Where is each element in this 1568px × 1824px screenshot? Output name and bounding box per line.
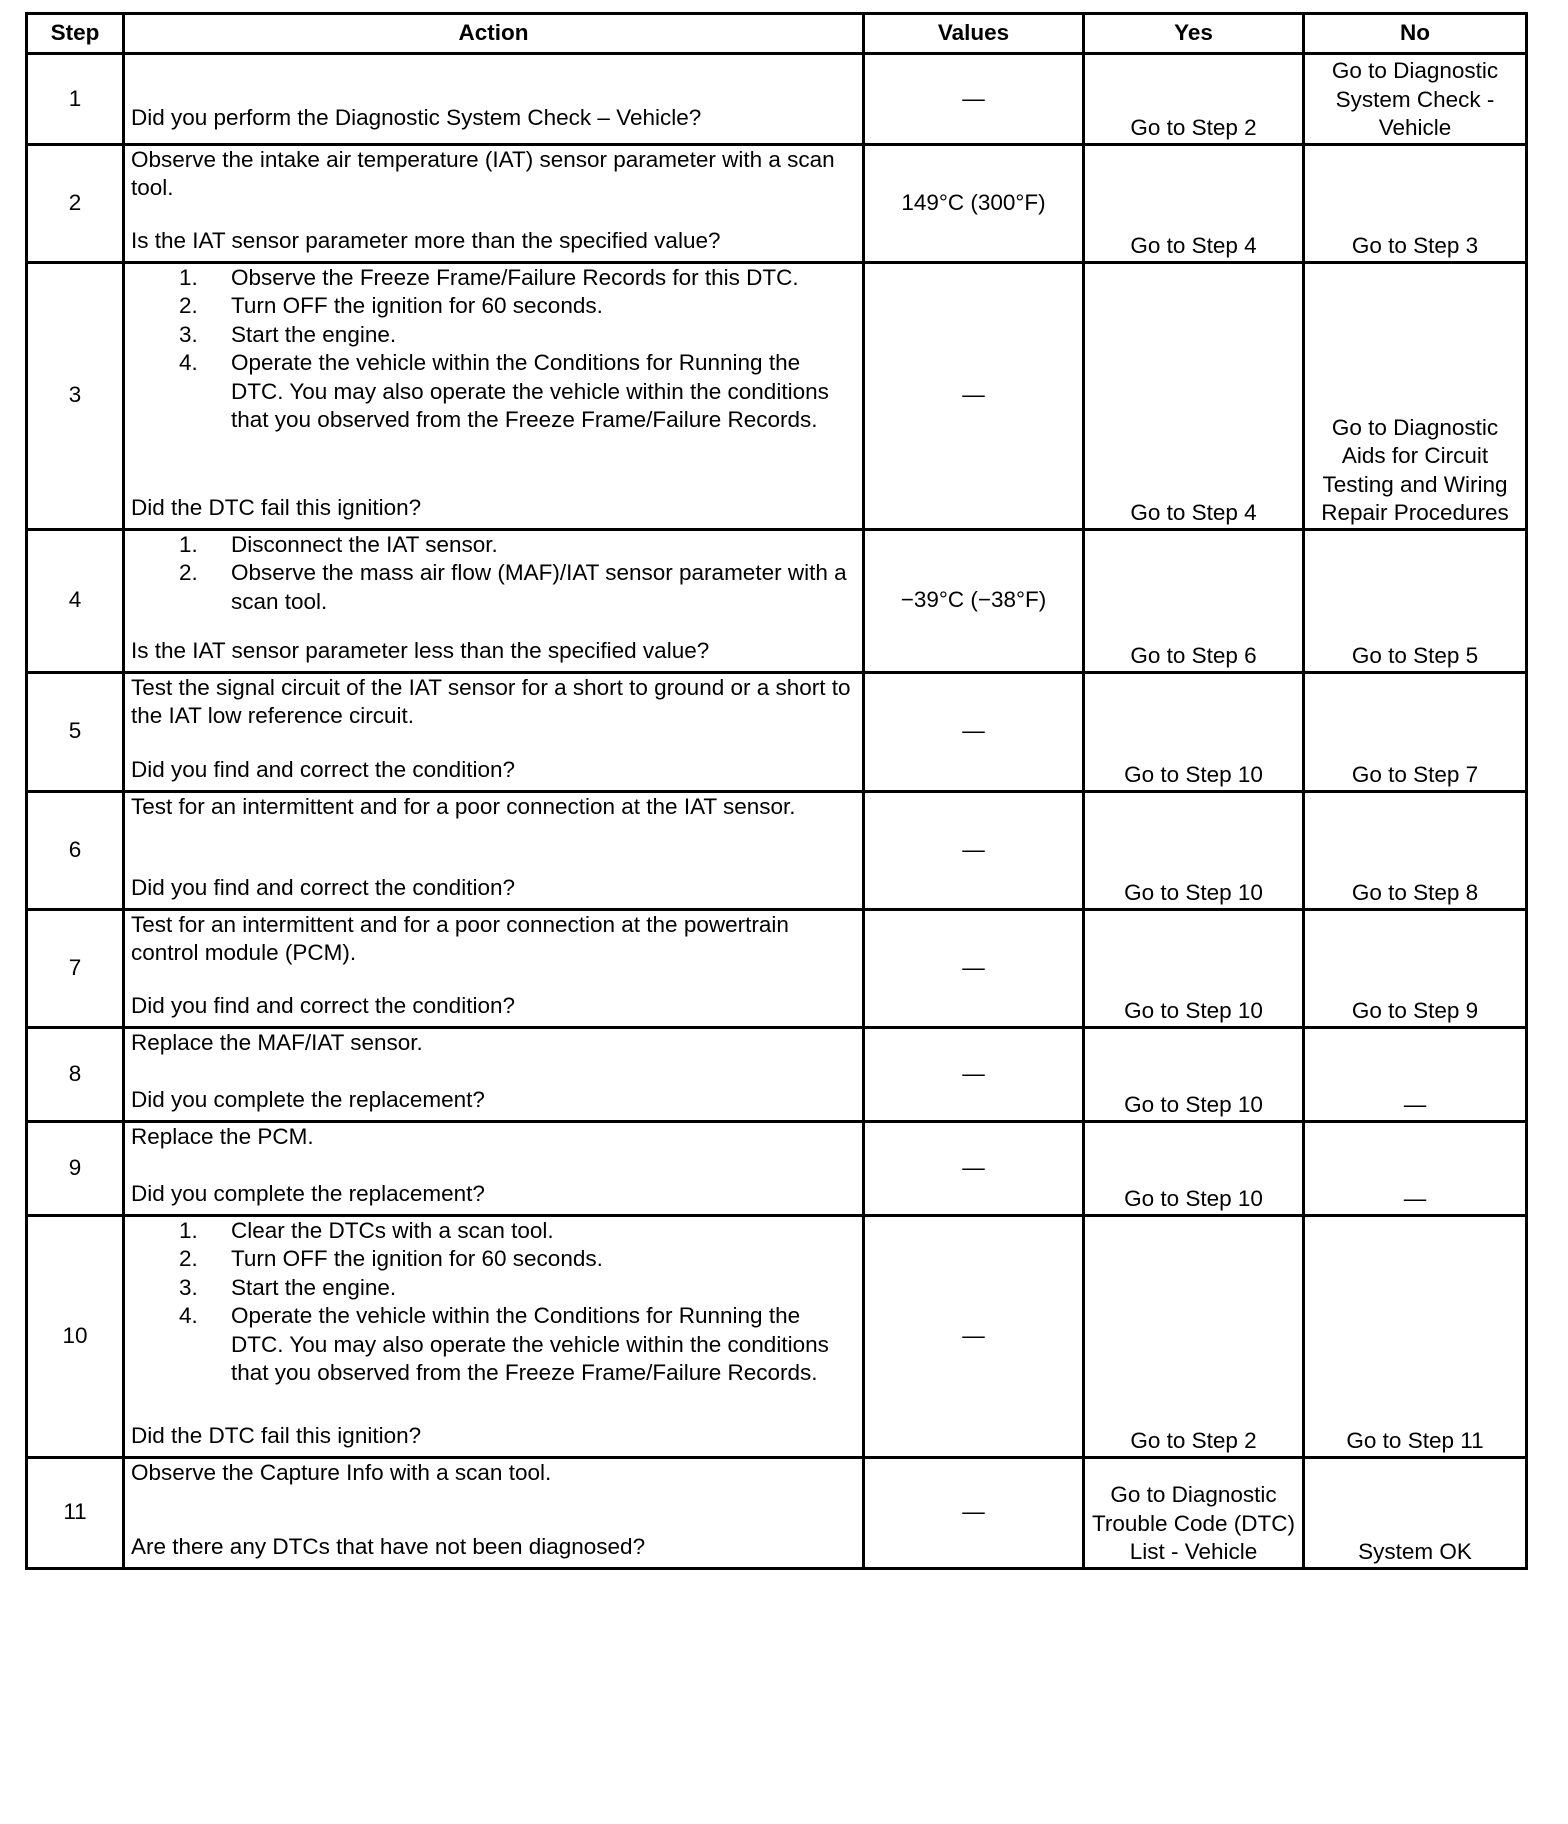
value-cell: — bbox=[864, 909, 1084, 1027]
action-instruction: Test for an intermittent and for a poor connection at the IAT sensor. bbox=[131, 793, 796, 819]
action-content bbox=[131, 674, 856, 785]
substep-item bbox=[131, 1302, 856, 1388]
substep-item bbox=[131, 559, 856, 616]
substep-item bbox=[131, 1245, 856, 1274]
substep-number: 4. bbox=[179, 1303, 198, 1328]
header-yes: Yes bbox=[1084, 14, 1304, 54]
action-substeps bbox=[131, 1217, 856, 1388]
table-row bbox=[27, 144, 1527, 262]
header-no: No bbox=[1304, 14, 1527, 54]
action-content bbox=[131, 146, 856, 256]
action-question: Is the IAT sensor parameter less than the specified value? bbox=[131, 638, 710, 663]
substep-text: Turn OFF the ignition for 60 seconds. bbox=[231, 293, 603, 318]
value-cell: — bbox=[864, 1027, 1084, 1121]
action-content bbox=[131, 1217, 856, 1451]
substep-number: 1. bbox=[179, 531, 198, 557]
table-row bbox=[27, 909, 1527, 1027]
step-number: 2 bbox=[27, 144, 124, 262]
action-cell bbox=[124, 144, 864, 262]
action-instruction: Test the signal circuit of the IAT sensor for a short to ground or a short to the IAT low reference circuit. bbox=[131, 674, 851, 728]
action-question: Did you find and correct the condition? bbox=[131, 875, 515, 900]
step-number: 4 bbox=[27, 529, 124, 672]
action-top bbox=[131, 1029, 856, 1058]
yes-cell: Go to Step 2 bbox=[1084, 1215, 1304, 1457]
substep-text: Operate the vehicle within the Conditions for Running the DTC. You may also operate the vehicle within the conditions that you observed from the Freeze Frame/Failure Records. bbox=[231, 1303, 829, 1385]
action-question: Did the DTC fail this ignition? bbox=[131, 495, 422, 520]
diagnostic-table-container bbox=[25, 12, 1525, 1570]
substep-number: 3. bbox=[179, 321, 198, 347]
action-cell bbox=[124, 529, 864, 672]
no-cell: Go to Step 9 bbox=[1304, 909, 1527, 1027]
yes-cell: Go to Step 10 bbox=[1084, 909, 1304, 1027]
yes-cell: Go to Step 10 bbox=[1084, 672, 1304, 791]
yes-cell: Go to Step 2 bbox=[1084, 54, 1304, 145]
substep-item bbox=[131, 264, 856, 293]
action-cell bbox=[124, 1027, 864, 1121]
step-number: 7 bbox=[27, 909, 124, 1027]
value-cell: — bbox=[864, 1457, 1084, 1568]
action-cell bbox=[124, 54, 864, 145]
action-top bbox=[131, 911, 856, 968]
value-cell: — bbox=[864, 1121, 1084, 1215]
yes-cell: Go to Step 4 bbox=[1084, 262, 1304, 529]
substep-number: 1. bbox=[179, 264, 198, 290]
value-cell: −39°C (−38°F) bbox=[864, 529, 1084, 672]
action-instruction: Observe the Capture Info with a scan tool. bbox=[131, 1459, 552, 1485]
substep-number: 4. bbox=[179, 350, 198, 375]
action-content bbox=[131, 911, 856, 1021]
action-cell bbox=[124, 262, 864, 529]
action-content bbox=[131, 1459, 856, 1562]
table-row bbox=[27, 54, 1527, 145]
substep-number: 2. bbox=[179, 560, 198, 585]
step-number: 6 bbox=[27, 791, 124, 909]
substep-text: Clear the DTCs with a scan tool. bbox=[231, 1217, 554, 1243]
substep-text: Disconnect the IAT sensor. bbox=[231, 531, 498, 557]
step-number: 5 bbox=[27, 672, 124, 791]
action-substeps bbox=[131, 531, 856, 617]
table-row bbox=[27, 672, 1527, 791]
action-instruction: Replace the PCM. bbox=[131, 1123, 314, 1149]
action-top bbox=[131, 1459, 856, 1488]
value-cell: — bbox=[864, 672, 1084, 791]
substep-item bbox=[131, 292, 856, 321]
value-cell: 149°C (300°F) bbox=[864, 144, 1084, 262]
value-cell: — bbox=[864, 1215, 1084, 1457]
yes-cell: Go to Diagnostic Trouble Code (DTC) List - Vehicle bbox=[1084, 1457, 1304, 1568]
action-content bbox=[131, 264, 856, 523]
substep-item bbox=[131, 1274, 856, 1303]
substep-text: Operate the vehicle within the Conditions for Running the DTC. You may also operate the vehicle within the conditions that you observed from the Freeze Frame/Failure Records. bbox=[231, 350, 829, 432]
table-row bbox=[27, 1121, 1527, 1215]
action-question: Is the IAT sensor parameter more than the specified value? bbox=[131, 228, 721, 253]
substep-text: Observe the Freeze Frame/Failure Records for this DTC. bbox=[231, 264, 799, 290]
action-cell bbox=[124, 672, 864, 791]
header-action: Action bbox=[124, 14, 864, 54]
value-cell: — bbox=[864, 262, 1084, 529]
substep-item bbox=[131, 321, 856, 350]
table-row bbox=[27, 1215, 1527, 1457]
action-cell bbox=[124, 1121, 864, 1215]
yes-cell: Go to Step 10 bbox=[1084, 1027, 1304, 1121]
action-content bbox=[131, 1029, 856, 1115]
step-number: 9 bbox=[27, 1121, 124, 1215]
action-instruction: Observe the intake air temperature (IAT) sensor parameter with a scan tool. bbox=[131, 146, 835, 200]
action-question: Did you perform the Diagnostic System Check – Vehicle? bbox=[131, 104, 702, 130]
substep-item bbox=[131, 531, 856, 560]
table-header-row bbox=[27, 14, 1527, 54]
action-question: Did you complete the replacement? bbox=[131, 1087, 485, 1112]
action-question: Are there any DTCs that have not been diagnosed? bbox=[131, 1534, 646, 1559]
action-top bbox=[131, 531, 856, 617]
yes-cell: Go to Step 10 bbox=[1084, 1121, 1304, 1215]
substep-text: Observe the mass air flow (MAF)/IAT sensor parameter with a scan tool. bbox=[231, 560, 847, 614]
action-instruction: Test for an intermittent and for a poor connection at the powertrain control module (PCM). bbox=[131, 911, 789, 965]
action-content bbox=[131, 531, 856, 666]
action-content bbox=[131, 793, 856, 903]
step-number: 3 bbox=[27, 262, 124, 529]
action-content bbox=[131, 1123, 856, 1209]
action-top bbox=[131, 1123, 856, 1152]
step-number: 10 bbox=[27, 1215, 124, 1457]
no-cell: Go to Step 3 bbox=[1304, 144, 1527, 262]
no-cell: Go to Diagnostic Aids for Circuit Testing and Wiring Repair Procedures bbox=[1304, 262, 1527, 529]
substep-item bbox=[131, 1217, 856, 1246]
value-cell: — bbox=[864, 791, 1084, 909]
action-question: Did you find and correct the condition? bbox=[131, 757, 515, 782]
substep-number: 2. bbox=[179, 1246, 198, 1271]
yes-cell: Go to Step 6 bbox=[1084, 529, 1304, 672]
action-cell bbox=[124, 1457, 864, 1568]
substep-text: Start the engine. bbox=[231, 321, 397, 347]
table-row bbox=[27, 1027, 1527, 1121]
action-top bbox=[131, 264, 856, 435]
no-cell: Go to Diagnostic System Check - Vehicle bbox=[1304, 54, 1527, 145]
yes-cell: Go to Step 4 bbox=[1084, 144, 1304, 262]
table-row bbox=[27, 529, 1527, 672]
no-cell: Go to Step 5 bbox=[1304, 529, 1527, 672]
action-substeps bbox=[131, 264, 856, 435]
yes-cell: Go to Step 10 bbox=[1084, 791, 1304, 909]
table-row bbox=[27, 1457, 1527, 1568]
step-number: 8 bbox=[27, 1027, 124, 1121]
no-cell: — bbox=[1304, 1027, 1527, 1121]
action-content bbox=[131, 55, 856, 132]
substep-text: Turn OFF the ignition for 60 seconds. bbox=[231, 1246, 603, 1271]
substep-text: Start the engine. bbox=[231, 1274, 397, 1300]
table-row bbox=[27, 791, 1527, 909]
action-top bbox=[131, 674, 856, 731]
header-values: Values bbox=[864, 14, 1084, 54]
no-cell: Go to Step 7 bbox=[1304, 672, 1527, 791]
substep-item bbox=[131, 349, 856, 435]
header-step: Step bbox=[27, 14, 124, 54]
substep-number: 1. bbox=[179, 1217, 198, 1243]
action-top bbox=[131, 1217, 856, 1388]
step-number: 1 bbox=[27, 54, 124, 145]
diagnostic-table bbox=[25, 12, 1528, 1570]
substep-number: 2. bbox=[179, 293, 198, 318]
no-cell: Go to Step 8 bbox=[1304, 791, 1527, 909]
no-cell: Go to Step 11 bbox=[1304, 1215, 1527, 1457]
step-number: 11 bbox=[27, 1457, 124, 1568]
value-cell: — bbox=[864, 54, 1084, 145]
action-question: Did you complete the replacement? bbox=[131, 1181, 485, 1206]
action-question: Did the DTC fail this ignition? bbox=[131, 1423, 422, 1448]
action-instruction: Replace the MAF/IAT sensor. bbox=[131, 1029, 423, 1055]
action-question: Did you find and correct the condition? bbox=[131, 993, 515, 1018]
action-cell bbox=[124, 791, 864, 909]
no-cell: System OK bbox=[1304, 1457, 1527, 1568]
action-top bbox=[131, 793, 856, 822]
no-cell: — bbox=[1304, 1121, 1527, 1215]
action-cell bbox=[124, 909, 864, 1027]
action-cell bbox=[124, 1215, 864, 1457]
action-top bbox=[131, 146, 856, 203]
substep-number: 3. bbox=[179, 1274, 198, 1300]
table-row bbox=[27, 262, 1527, 529]
